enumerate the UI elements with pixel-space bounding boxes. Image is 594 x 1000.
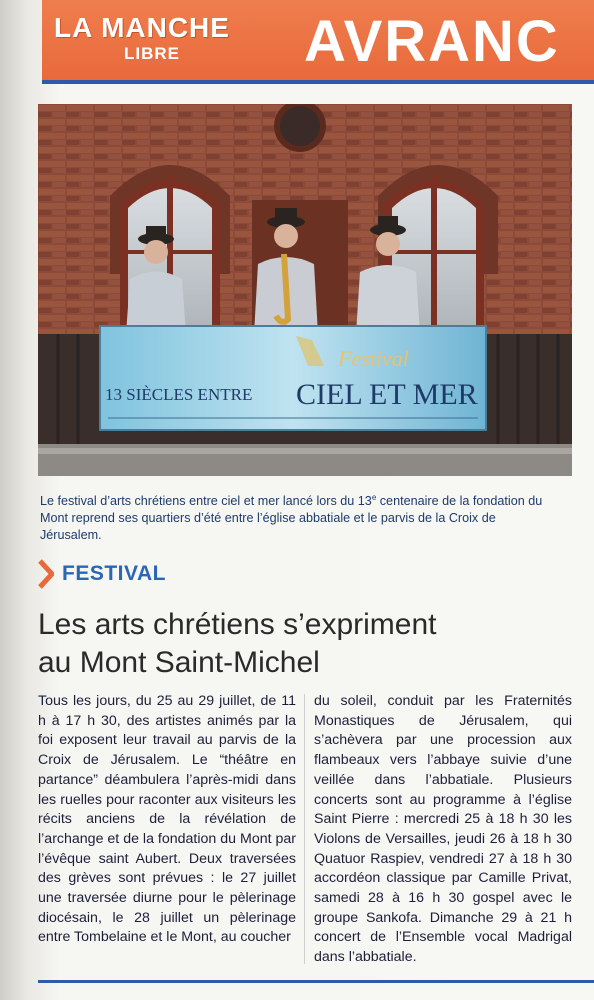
photo-illustration bbox=[38, 104, 572, 476]
headline-line-1: Les arts chrétiens s’expriment bbox=[38, 608, 437, 641]
masthead-rule bbox=[42, 80, 594, 84]
article-photo bbox=[38, 104, 572, 476]
section-kicker bbox=[38, 558, 166, 590]
banner-main-text: CIEL ET MER bbox=[296, 378, 478, 411]
headline-line-2: au Mont Saint-Michel bbox=[38, 646, 320, 679]
article-column-right bbox=[314, 692, 572, 968]
brand-name: LA MANCHE bbox=[54, 12, 230, 43]
caption-text-end: centenaire de la fondation du Mont reprend ses quartiers d’été entre l’église abbatiale et le parvis de la Croix de Jérusalem. bbox=[40, 494, 543, 543]
kicker-label: FESTIVAL bbox=[62, 562, 166, 585]
bottom-rule bbox=[38, 980, 594, 983]
page-fold-shadow bbox=[0, 0, 30, 1000]
masthead bbox=[42, 0, 594, 80]
photo-caption bbox=[40, 489, 560, 544]
caption-superscript: e bbox=[371, 493, 377, 502]
article-headline bbox=[38, 606, 568, 682]
banner-left-text: 13 SIÈCLES ENTRE bbox=[105, 385, 253, 404]
article-paragraph-right: du soleil, conduit par les Fraternités Monastiques de Jérusalem, qui s’achèvera par une procession aux flambeaux vers l’abbaye suivie d’une veillée dans l’abbatiale. Plusieurs concerts sont au programme à l’église Saint Pierre : mercredi 25 à 18 h 30 les Violons de Versailles, jeudi 26 à 18 h 30 Quatuor Raspiev, vendredi 27 à 18 h 30 accordéon classique par Camille Privat, samedi 28 à 16 h 30 gospel avec le groupe Sankofa. Dimanche 29 à 21 h concert de l’Ensemble vocal Madrigal dans l’abbatiale. bbox=[314, 693, 572, 966]
column-divider bbox=[304, 694, 305, 964]
caption-text-start: Le festival d’arts chrétiens entre ciel et mer lancé lors du 13 bbox=[40, 494, 372, 509]
article-paragraph-left: Tous les jours, du 25 au 29 juillet, de 11 h à 17 h 30, des artistes animés par la foi exposent leur travail au parvis de la Croix de Jérusalem. Le “théâtre en partance” déambulera l’après-midi dans les ruelles pour raconter aux visiteurs les récits anciens de la révélation de l’archange et de la fondation du Mont par l’évêque saint Aubert. Deux traversées des grèves sont prévues : le 27 juillet une traversée diurne pour le pèlerinage diocésain, le 28 juillet un pèlerinage entre Tombelaine et le Mont, au coucher bbox=[38, 693, 296, 946]
article-column-left bbox=[38, 692, 296, 948]
brand-name-sub: LIBRE bbox=[124, 44, 180, 63]
banner-festival-text: Festival bbox=[338, 346, 409, 371]
edition-town: AVRANC bbox=[304, 9, 560, 74]
chevron-right-icon bbox=[38, 559, 54, 589]
